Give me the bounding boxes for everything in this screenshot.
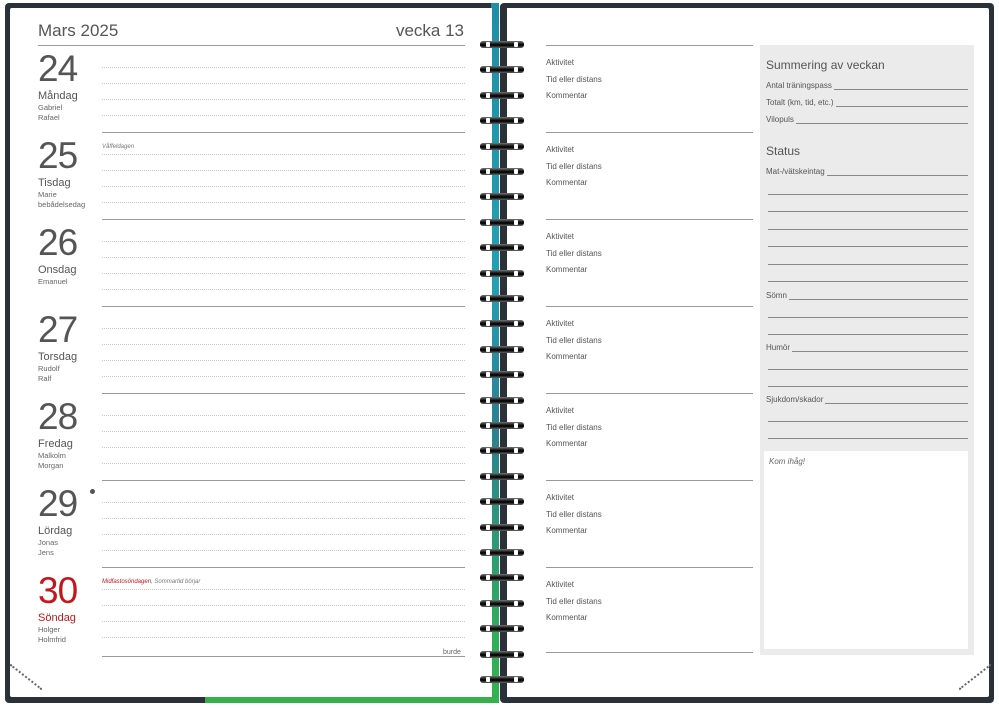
name-day: Gabriel — [38, 103, 63, 112]
writing-line[interactable] — [102, 534, 465, 535]
writing-line[interactable] — [102, 431, 465, 432]
writing-line[interactable] — [102, 83, 465, 84]
spiral-ring — [478, 573, 526, 582]
day-name: Lördag — [38, 525, 73, 537]
status-field-food[interactable]: Mat-/vätskeintag — [766, 167, 968, 176]
activity-divider — [546, 45, 753, 46]
day-row[interactable] — [38, 220, 465, 307]
spiral-ring — [478, 142, 526, 151]
activity-label: Aktivitet — [546, 232, 575, 241]
writing-line[interactable] — [102, 67, 465, 68]
summary-title: Summering av veckan — [766, 58, 885, 72]
name-day: Malkolm — [38, 451, 66, 460]
day-number: 24 — [38, 48, 78, 89]
day-name: Onsdag — [38, 264, 77, 276]
weekly-summary-panel — [760, 45, 974, 655]
activity-label: Aktivitet — [546, 493, 575, 502]
status-field-sleep[interactable]: Sömn — [766, 291, 968, 300]
day-row[interactable] — [38, 568, 465, 655]
spiral-ring — [478, 624, 526, 633]
name-day: Holger — [38, 625, 61, 634]
writing-line[interactable] — [102, 637, 465, 638]
writing-line[interactable] — [102, 241, 465, 242]
activity-block[interactable] — [546, 567, 753, 654]
writing-line[interactable] — [102, 605, 465, 606]
name-day: Emanuel — [38, 277, 68, 286]
spiral-ring — [478, 269, 526, 278]
writing-line[interactable] — [102, 415, 465, 416]
day-row[interactable] — [38, 46, 465, 133]
name-day-list — [38, 538, 58, 557]
remember-box[interactable]: Kom ihåg! — [764, 451, 968, 649]
writing-line[interactable] — [102, 257, 465, 258]
name-day-list — [38, 364, 60, 383]
activity-block[interactable] — [546, 132, 753, 219]
comment-label: Kommentar — [546, 613, 588, 622]
activity-block[interactable] — [546, 45, 753, 132]
spiral-ring — [478, 472, 526, 481]
writing-line[interactable] — [102, 360, 465, 361]
writing-line[interactable] — [102, 115, 465, 116]
writing-line[interactable] — [102, 376, 465, 377]
summary-field-resting-pulse[interactable]: Vilopuls — [766, 115, 968, 124]
day-name: Söndag — [38, 612, 76, 624]
spiral-ring — [478, 40, 526, 49]
spiral-ring — [478, 675, 526, 684]
time-distance-label: Tid eller distans — [546, 162, 602, 171]
writing-line[interactable] — [102, 344, 465, 345]
activity-divider — [546, 393, 753, 394]
time-distance-label: Tid eller distans — [546, 510, 602, 519]
spiral-ring — [478, 421, 526, 430]
comment-label: Kommentar — [546, 439, 588, 448]
day-number: 28 — [38, 396, 78, 437]
activity-divider — [546, 480, 753, 481]
activity-label: Aktivitet — [546, 580, 575, 589]
spiral-ring — [478, 65, 526, 74]
writing-line[interactable] — [102, 447, 465, 448]
month-title: Mars 2025 — [38, 21, 119, 40]
writing-line[interactable] — [102, 186, 465, 187]
activity-label: Aktivitet — [546, 319, 575, 328]
status-field-illness[interactable]: Sjukdom/skador — [766, 395, 968, 404]
spiral-ring — [478, 319, 526, 328]
moon-phase-icon — [90, 489, 95, 494]
writing-line[interactable] — [102, 289, 465, 290]
spiral-ring — [478, 294, 526, 303]
day-row[interactable] — [38, 133, 465, 220]
name-day-list — [38, 625, 66, 644]
day-row[interactable] — [38, 481, 465, 568]
name-day: Rudolf — [38, 364, 60, 373]
day-note — [102, 579, 200, 585]
activity-label: Aktivitet — [546, 406, 575, 415]
name-day: Morgan — [38, 460, 64, 470]
spiral-ring — [478, 599, 526, 608]
day-note — [102, 144, 134, 150]
spiral-ring — [478, 243, 526, 252]
name-day: Jens — [38, 547, 54, 557]
writing-line[interactable] — [102, 550, 465, 551]
writing-line[interactable] — [102, 518, 465, 519]
day-number: 25 — [38, 135, 78, 176]
writing-line[interactable] — [102, 154, 465, 155]
activity-end-divider — [546, 652, 753, 653]
time-distance-label: Tid eller distans — [546, 249, 602, 258]
comment-label: Kommentar — [546, 352, 588, 361]
day-name: Torsdag — [38, 351, 78, 363]
status-field-mood[interactable]: Humör — [766, 343, 968, 352]
day-number: 30 — [38, 570, 78, 611]
activity-divider — [546, 132, 753, 133]
activity-label: Aktivitet — [546, 58, 575, 67]
day-number: 27 — [38, 309, 78, 350]
holiday-note: Midfastosöndagen — [102, 579, 152, 585]
comment-label: Kommentar — [546, 265, 588, 274]
name-day-list — [38, 451, 66, 470]
spiral-ring — [478, 218, 526, 227]
name-day: Ralf — [38, 373, 52, 383]
comment-label: Kommentar — [546, 178, 588, 187]
spiral-ring — [478, 523, 526, 532]
day-name: Måndag — [38, 90, 78, 102]
name-day: Rafael — [38, 112, 60, 122]
comment-label: Kommentar — [546, 526, 588, 535]
time-distance-label: Tid eller distans — [546, 597, 602, 606]
activity-block[interactable] — [546, 393, 753, 480]
activity-block[interactable] — [546, 306, 753, 393]
activity-divider — [546, 567, 753, 568]
name-day-list — [38, 103, 62, 122]
spiral-ring — [478, 396, 526, 405]
page-bottom-divider — [102, 656, 465, 657]
writing-line[interactable] — [102, 273, 465, 274]
writing-line[interactable] — [102, 202, 465, 203]
activity-block[interactable] — [546, 219, 753, 306]
activity-block[interactable] — [546, 480, 753, 567]
name-day-list — [38, 277, 68, 287]
summary-field-sessions[interactable]: Antal träningspass — [766, 81, 968, 90]
comment-label: Kommentar — [546, 91, 588, 100]
summary-field-total[interactable]: Totalt (km, tid, etc.) — [766, 98, 968, 107]
writing-line[interactable] — [102, 328, 465, 329]
day-note-text: Våffeldagen — [102, 144, 135, 150]
day-number: 29 — [38, 483, 78, 524]
week-number: vecka 13 — [395, 21, 464, 40]
time-distance-label: Tid eller distans — [546, 423, 602, 432]
name-day-list — [38, 190, 85, 209]
day-name: Fredag — [38, 438, 73, 450]
name-day: bebådelsedag — [38, 199, 86, 209]
writing-line[interactable] — [102, 170, 465, 171]
spiral-ring — [478, 192, 526, 201]
writing-line[interactable] — [102, 621, 465, 622]
day-row[interactable] — [38, 394, 465, 481]
writing-line[interactable] — [102, 589, 465, 590]
name-day: Jonas — [38, 538, 59, 547]
writing-line[interactable] — [102, 99, 465, 100]
activity-divider — [546, 306, 753, 307]
name-day: Holmfrid — [38, 634, 66, 644]
spiral-ring — [478, 345, 526, 354]
spiral-ring — [478, 548, 526, 557]
spiral-ring — [478, 446, 526, 455]
day-note-text: , Sommartid börjar — [151, 579, 201, 585]
brand-logo: burde — [443, 649, 461, 656]
day-number: 26 — [38, 222, 78, 263]
spiral-ring — [478, 116, 526, 125]
spiral-binding — [478, 12, 528, 692]
activity-label: Aktivitet — [546, 145, 575, 154]
spiral-ring — [478, 497, 526, 506]
writing-line[interactable] — [102, 502, 465, 503]
spiral-ring — [478, 91, 526, 100]
spiral-ring — [478, 370, 526, 379]
spiral-ring — [478, 650, 526, 659]
writing-line[interactable] — [102, 463, 465, 464]
time-distance-label: Tid eller distans — [546, 336, 602, 345]
name-day: Marie — [38, 190, 57, 199]
status-title: Status — [766, 144, 801, 158]
day-name: Tisdag — [38, 177, 71, 189]
spiral-ring — [478, 167, 526, 176]
day-row[interactable] — [38, 307, 465, 394]
activity-divider — [546, 219, 753, 220]
time-distance-label: Tid eller distans — [546, 75, 602, 84]
